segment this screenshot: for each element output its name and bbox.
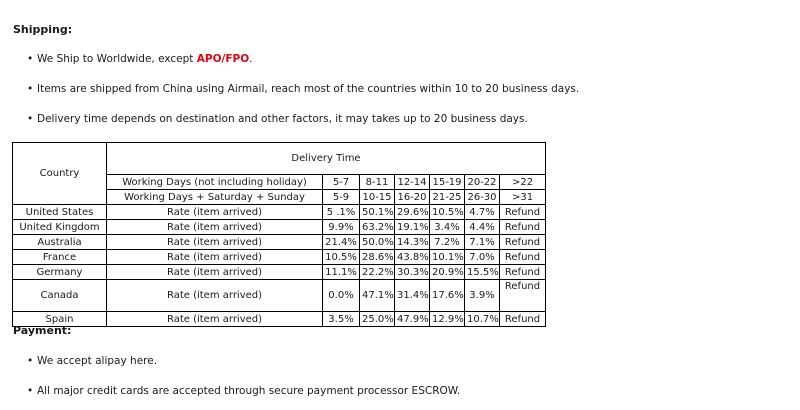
rate-cell: 10.7%: [465, 312, 500, 327]
rate-cell: 50.0%: [360, 235, 395, 250]
rate-cell: 7.0%: [465, 250, 500, 265]
rate-label-cell: Rate (item arrived): [107, 205, 323, 220]
rate-cell: 12.9%: [430, 312, 465, 327]
range-cell: 5-9: [323, 190, 360, 205]
rate-cell: Refund: [500, 235, 546, 250]
range-cell: 15-19: [430, 175, 465, 190]
country-cell: United States: [13, 205, 107, 220]
country-cell: France: [13, 250, 107, 265]
payment-heading: Payment:: [13, 324, 72, 337]
range-cell: 20-22: [465, 175, 500, 190]
shipping-bullet-delivery: [27, 113, 528, 125]
rate-cell: 0.0%: [323, 280, 360, 312]
delivery-time-header: Delivery Time: [107, 143, 546, 175]
rate-cell: 22.2%: [360, 265, 395, 280]
range-cell: 21-25: [430, 190, 465, 205]
rate-cell: 10.1%: [430, 250, 465, 265]
rate-cell: 7.2%: [430, 235, 465, 250]
rate-cell: 10.5%: [323, 250, 360, 265]
bullet-dot: •: [27, 113, 34, 125]
rate-label-cell: Rate (item arrived): [107, 280, 323, 312]
rate-cell: 30.3%: [395, 265, 430, 280]
rate-label-cell: Rate (item arrived): [107, 265, 323, 280]
rate-cell: 47.1%: [360, 280, 395, 312]
country-cell: Canada: [13, 280, 107, 312]
rate-cell: 4.7%: [465, 205, 500, 220]
rate-cell: Refund: [500, 280, 546, 312]
rate-cell: Refund: [500, 250, 546, 265]
range-cell: 12-14: [395, 175, 430, 190]
range-cell: >22: [500, 175, 546, 190]
bullet-dot: •: [27, 83, 34, 95]
shipping-heading: Shipping:: [13, 23, 73, 36]
bullet-dot: •: [27, 355, 34, 367]
range-cell: 16-20: [395, 190, 430, 205]
rate-label-cell: Rate (item arrived): [107, 220, 323, 235]
rate-cell: Refund: [500, 220, 546, 235]
rate-cell: 17.6%: [430, 280, 465, 312]
delivery-time-table: [12, 142, 546, 327]
rate-cell: 4.4%: [465, 220, 500, 235]
rate-label-cell: Rate (item arrived): [107, 235, 323, 250]
rate-cell: 43.8%: [395, 250, 430, 265]
rate-cell: 31.4%: [395, 280, 430, 312]
table-row: [13, 235, 546, 250]
range-cell: 5-7: [323, 175, 360, 190]
rate-cell: 21.4%: [323, 235, 360, 250]
airmail-text: Items are shipped from China using Airmail, reach most of the countries within 10 to 20 business days.: [37, 83, 580, 95]
rate-cell: 25.0%: [360, 312, 395, 327]
country-cell: United Kingdom: [13, 220, 107, 235]
range-cell: 10-15: [360, 190, 395, 205]
delivery-text: Delivery time depends on destination and other factors, it may takes up to 20 business days.: [37, 113, 528, 125]
rate-label-cell: Rate (item arrived): [107, 250, 323, 265]
rate-cell: Refund: [500, 312, 546, 327]
rate-cell: 29.6%: [395, 205, 430, 220]
rate-cell: Refund: [500, 205, 546, 220]
rate-cell: 14.3%: [395, 235, 430, 250]
table-header-row: [13, 143, 546, 175]
rate-cell: 9.9%: [323, 220, 360, 235]
range-row-label: Working Days + Saturday + Sunday: [107, 190, 323, 205]
rate-cell: 47.9%: [395, 312, 430, 327]
rate-cell: 3.9%: [465, 280, 500, 312]
worldwide-suffix: .: [249, 53, 253, 65]
bullet-dot: •: [27, 53, 34, 65]
table-row: [13, 205, 546, 220]
range-cell: >31: [500, 190, 546, 205]
bullet-dot: •: [27, 385, 34, 397]
rate-cell: 3.5%: [323, 312, 360, 327]
rate-cell: 3.4%: [430, 220, 465, 235]
shipping-bullet-worldwide: [27, 53, 252, 65]
table-row: [13, 265, 546, 280]
cards-text: All major credit cards are accepted through secure payment processor ESCROW.: [37, 385, 461, 397]
rate-label-cell: Rate (item arrived): [107, 312, 323, 327]
country-cell: Spain: [13, 312, 107, 327]
rate-cell: 20.9%: [430, 265, 465, 280]
table-row: [13, 250, 546, 265]
rate-cell: 19.1%: [395, 220, 430, 235]
apo-fpo-highlight: APO/FPO: [196, 53, 250, 65]
payment-bullet-cards: [27, 385, 460, 397]
rate-cell: 15.5%: [465, 265, 500, 280]
rate-cell: 50.1%: [360, 205, 395, 220]
table-row: [13, 280, 546, 312]
country-cell: Germany: [13, 265, 107, 280]
worldwide-text: We Ship to Worldwide, except: [37, 53, 197, 65]
alipay-text: We accept alipay here.: [37, 355, 158, 367]
rate-cell: Refund: [500, 265, 546, 280]
country-cell: Australia: [13, 235, 107, 250]
shipping-bullet-airmail: [27, 83, 579, 95]
rate-cell: 7.1%: [465, 235, 500, 250]
rate-cell: 63.2%: [360, 220, 395, 235]
rate-cell: 5 .1%: [323, 205, 360, 220]
range-cell: 26-30: [465, 190, 500, 205]
rate-cell: 11.1%: [323, 265, 360, 280]
rate-cell: 10.5%: [430, 205, 465, 220]
rate-cell: 28.6%: [360, 250, 395, 265]
payment-bullet-alipay: [27, 355, 157, 367]
table-row: [13, 312, 546, 327]
country-header: Country: [13, 143, 107, 205]
range-row-label: Working Days (not including holiday): [107, 175, 323, 190]
table-row: [13, 220, 546, 235]
range-cell: 8-11: [360, 175, 395, 190]
